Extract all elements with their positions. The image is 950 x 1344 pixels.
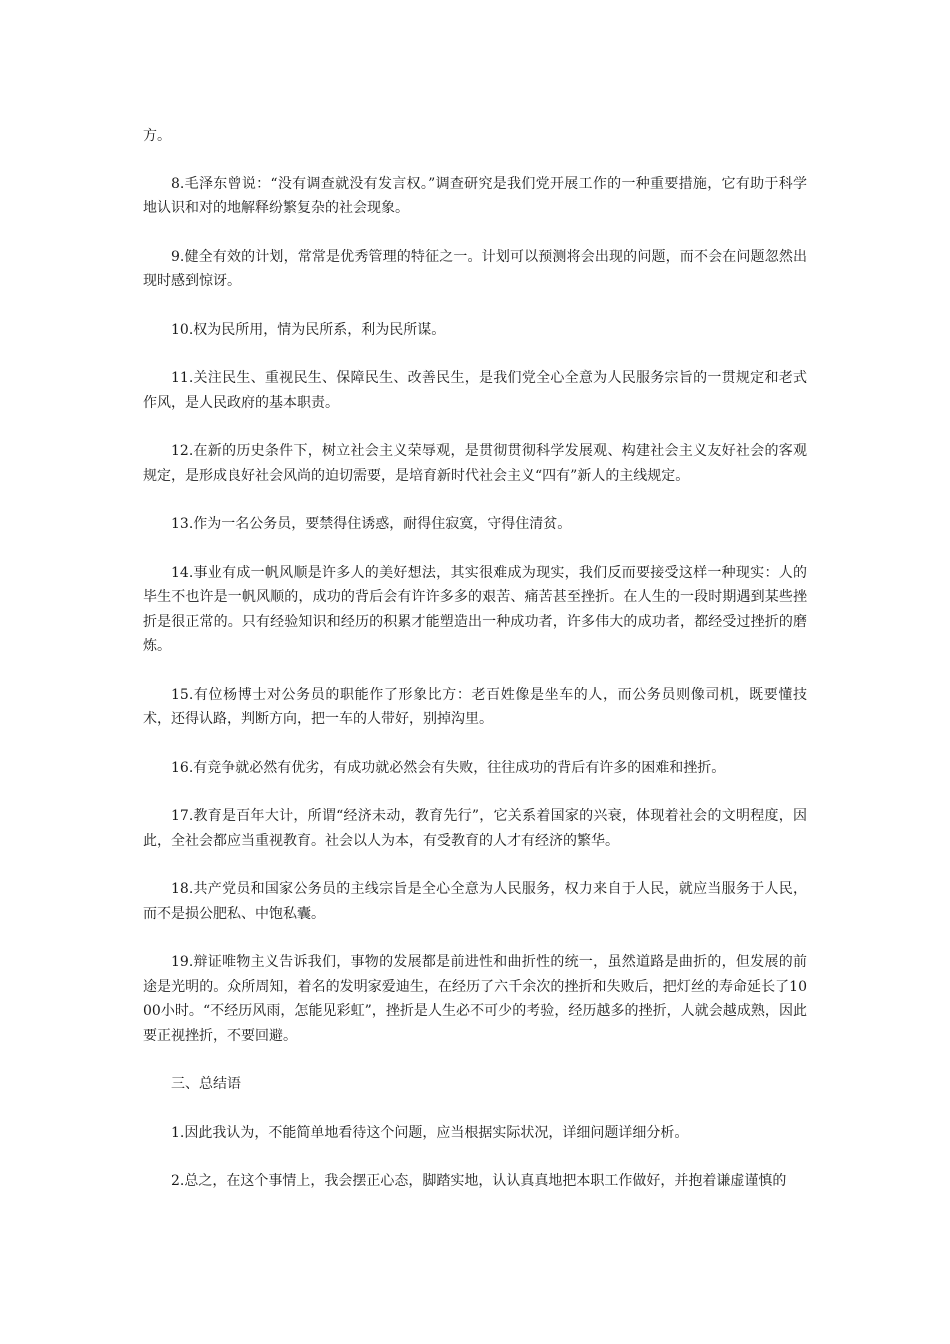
paragraph-18: 18.共产党员和国家公务员的主线宗旨是全心全意为人民服务，权力来自于人民，就应当服务于人民，而不是损公肥私、中饱私囊。 xyxy=(143,881,807,922)
paragraph-17: 17.教育是百年大计，所谓“经济未动，教育先行”，它关系着国家的兴衰，体现着社会的文明程度，因此，全社会都应当重视教育。社会以人为本，有受教育的人才有经济的繁华。 xyxy=(143,808,807,849)
paragraph-14: 14.事业有成一帆风顺是许多人的美好想法，其实很难成为现实，我们反而要接受这样一种现实：人的毕生不也许是一帆风顺的，成功的背后会有许许多多的艰苦、痛苦甚至挫折。在人生的一段时期遇到某些挫折是很正常的。只有经验知识和经历的积累才能塑造出一种成功者，许多伟大的成功者，都经受过挫折的磨炼。 xyxy=(143,564,807,654)
paragraph-0: 方。 xyxy=(143,128,171,144)
paragraph-15: 15.有位杨博士对公务员的职能作了形象比方：老百姓像是坐车的人，而公务员则像司机，既要懂技术，还得认路，判断方向，把一车的人带好，别掉沟里。 xyxy=(143,686,807,727)
paragraph-12: 12.在新的历史条件下，树立社会主义荣辱观，是贯彻贯彻科学发展观、构建社会主义友好社会的客观规定，是形成良好社会风尚的迫切需要，是培育新时代社会主义“四有”新人的主线规定。 xyxy=(143,443,807,484)
section-heading-conclusion: 三、总结语 xyxy=(171,1076,241,1092)
paragraph-8: 8.毛泽东曾说：“没有调查就没有发言权。”调查研究是我们党开展工作的一种重要措施，它有助于科学地认识和对的地解释纷繁复杂的社会现象。 xyxy=(143,175,807,216)
paragraph-19: 19.辩证唯物主义告诉我们，事物的发展都是前进性和曲折性的统一，虽然道路是曲折的，但发展的前途是光明的。众所周知，着名的发明家爱迪生，在经历了六千余次的挫折和失败后，把灯丝的寿命延长了1000小时。“不经历风雨，怎能见彩虹”，挫折是人生必不可少的考验，经历越多的挫折，人就会越成熟，因此要正视挫折，不要回避。 xyxy=(143,954,807,1044)
paragraph-16: 16.有竞争就必然有优劣，有成功就必然会有失败，往往成功的背后有许多的困难和挫折。 xyxy=(171,759,726,776)
paragraph-13: 13.作为一名公务员，要禁得住诱惑，耐得住寂寞，守得住清贫。 xyxy=(171,516,572,532)
paragraph-11: 11.关注民生、重视民生、保障民生、改善民生，是我们党全心全意为人民服务宗旨的一贯规定和老式作风，是人民政府的基本职责。 xyxy=(143,370,807,411)
conclusion-paragraph-2: 2.总之，在这个事情上，我会摆正心态，脚踏实地，认认真真地把本职工作做好，并抱着谦虚谨慎的 xyxy=(171,1173,787,1189)
paragraph-10: 10.权为民所用，情为民所系，利为民所谋。 xyxy=(171,321,446,338)
conclusion-paragraph-1: 1.因此我认为，不能简单地看待这个问题，应当根据实际状况，详细问题详细分析。 xyxy=(171,1124,689,1141)
paragraph-9: 9.健全有效的计划，常常是优秀管理的特征之一。计划可以预测将会出现的问题，而不会在问题忽然出现时感到惊讶。 xyxy=(143,248,807,289)
document-page xyxy=(143,124,807,1218)
